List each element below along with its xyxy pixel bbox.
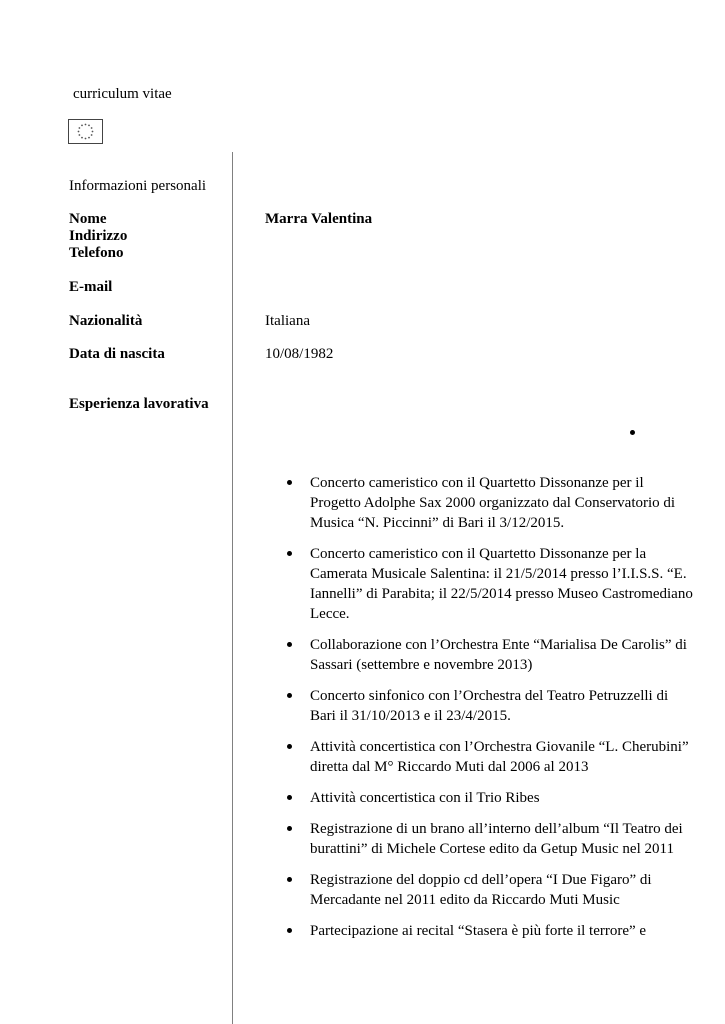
list-item	[285, 686, 695, 726]
column-divider	[232, 152, 233, 1024]
list-item	[285, 788, 695, 808]
list-item-text: Attività concertistica con il Trio Ribes	[310, 790, 540, 806]
list-item-text: Registrazione di un brano all’interno dell’album “Il Teatro dei burattini” di Michele Cortese edito da Getup Music nel 2011	[310, 821, 683, 857]
list-item	[285, 473, 695, 533]
eu-flag-icon	[68, 119, 103, 144]
experience-list	[285, 473, 695, 952]
label-esperienza-lavorativa: Esperienza lavorativa	[69, 396, 209, 412]
bullet-icon	[630, 430, 635, 435]
list-item	[285, 544, 695, 624]
list-item-text: Concerto cameristico con il Quartetto Dissonanze per la Camerata Musicale Salentina: il 21/5/2014 presso l’I.I.S.S. “E. Iannelli” di Parabita; il 22/5/2014 presso Museo Castromediano Lecce.	[310, 546, 693, 622]
bullet-icon	[287, 480, 292, 485]
label-nazionalita: Nazionalità	[69, 313, 143, 329]
bullet-icon	[287, 551, 292, 556]
label-telefono: Telefono	[69, 245, 124, 261]
label-nome: Nome	[69, 211, 107, 227]
label-indirizzo: Indirizzo	[69, 228, 128, 244]
value-data-di-nascita: 10/08/1982	[265, 346, 334, 362]
list-item	[285, 921, 695, 941]
bullet-icon	[287, 877, 292, 882]
bullet-icon	[287, 693, 292, 698]
list-item	[285, 737, 695, 777]
list-item-text: Partecipazione ai recital “Stasera è più forte il terrore” e	[310, 923, 647, 939]
section-title-personal-info: Informazioni personali	[69, 178, 207, 194]
bullet-icon	[287, 795, 292, 800]
list-item-text: Collaborazione con l’Orchestra Ente “Marialisa De Carolis” di Sassari (settembre e novembre 2013)	[310, 637, 687, 673]
value-nome: Marra Valentina	[265, 211, 373, 227]
list-item	[285, 635, 695, 675]
bullet-icon	[287, 928, 292, 933]
value-nazionalita: Italiana	[265, 313, 310, 329]
label-data-di-nascita: Data di nascita	[69, 346, 165, 362]
page-title: curriculum vitae	[73, 86, 172, 102]
bullet-icon	[287, 826, 292, 831]
list-item	[285, 819, 695, 859]
list-item-text: Attività concertistica con l’Orchestra Giovanile “L. Cherubini” diretta dal M° Riccardo Muti dal 2006 al 2013	[310, 739, 689, 775]
bullet-icon	[287, 642, 292, 647]
list-item-text: Concerto cameristico con il Quartetto Dissonanze per il Progetto Adolphe Sax 2000 organizzato dal Conservatorio di Musica “N. Piccinni” di Bari il 3/12/2015.	[310, 475, 676, 531]
list-item	[285, 870, 695, 910]
list-item-text: Registrazione del doppio cd dell’opera “I Due Figaro” di Mercadante nel 2011 edito da Riccardo Muti Music	[310, 872, 652, 908]
label-email: E-mail	[69, 279, 113, 295]
bullet-icon	[287, 744, 292, 749]
list-item-text: Concerto sinfonico con l’Orchestra del Teatro Petruzzelli di Bari il 31/10/2013 e il 23/4/2015.	[310, 688, 669, 724]
